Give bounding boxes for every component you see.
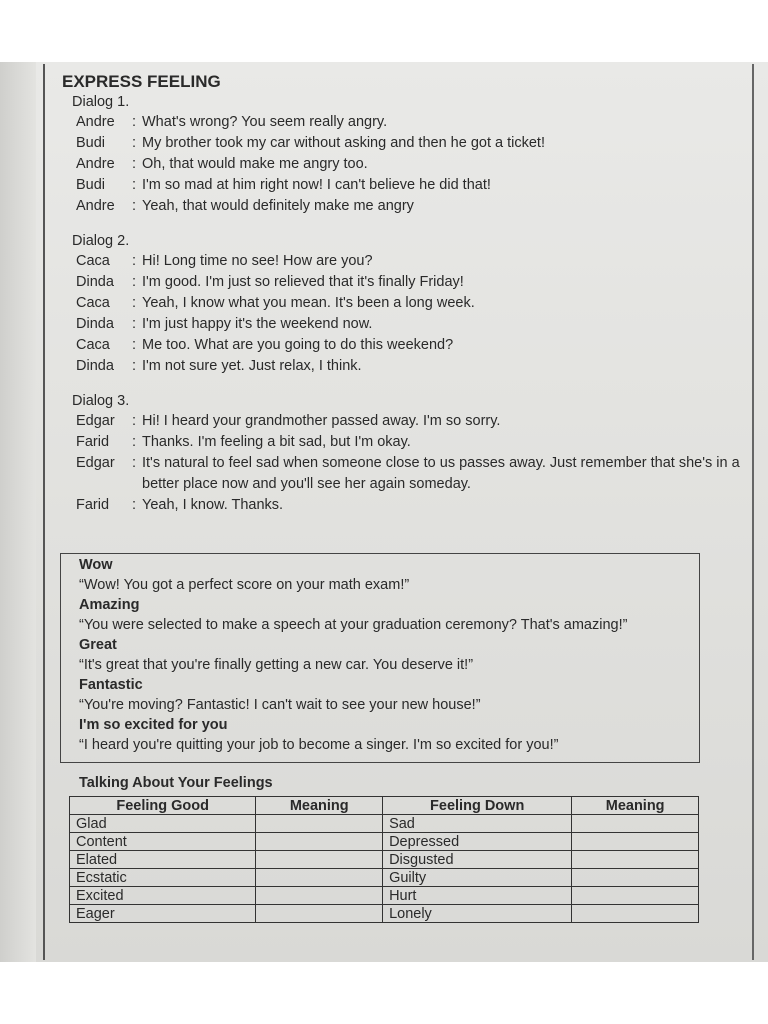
colon-separator: : <box>132 135 137 151</box>
speaker-name: Dinda <box>76 316 114 332</box>
speaker-name: Farid <box>76 497 110 513</box>
table-cell: Hurt <box>383 887 572 905</box>
colon-separator: : <box>132 198 137 214</box>
colon-separator: : <box>132 274 137 290</box>
feelings-table <box>69 796 699 923</box>
dialog-text: Me too. What are you going to do this weekend? <box>142 337 454 353</box>
colon-separator: : <box>132 295 137 311</box>
table-cell <box>572 905 699 923</box>
table-title: Talking About Your Feelings <box>79 775 273 791</box>
dialog-block <box>62 233 742 377</box>
table-cell: Depressed <box>383 833 572 851</box>
table-cell <box>572 887 699 905</box>
table-cell: Excited <box>70 887 256 905</box>
dialog-line <box>76 154 742 175</box>
dialog-text: What's wrong? You seem really angry. <box>142 114 388 130</box>
left-margin-line <box>43 64 45 960</box>
dialog-text: Yeah, I know what you mean. It's been a long week. <box>142 295 475 311</box>
dialog-text: Yeah, that would definitely make me angry <box>142 198 414 214</box>
expression-example: “You're moving? Fantastic! I can't wait to see your new house!” <box>79 697 481 713</box>
speaker-name: Edgar <box>76 455 115 471</box>
table-header-cell: Feeling Good <box>70 797 256 815</box>
table-cell: Sad <box>383 815 572 833</box>
table-cell <box>256 851 383 869</box>
expression-example: “I heard you're quitting your job to become a singer. I'm so excited for you!” <box>79 737 559 753</box>
speaker-name: Farid <box>76 434 110 450</box>
expression-heading: Fantastic <box>79 677 143 693</box>
speaker-name: Andre <box>76 114 115 130</box>
table-cell <box>572 851 699 869</box>
dialog-line <box>76 293 742 314</box>
dialog-line <box>76 272 742 293</box>
dialog-line <box>76 495 742 516</box>
table-row <box>70 851 699 869</box>
dialog-block <box>62 393 742 516</box>
colon-separator: : <box>132 455 137 471</box>
expression-heading: Great <box>79 637 117 653</box>
speaker-name: Caca <box>76 295 110 311</box>
right-margin-line <box>752 64 754 960</box>
dialog-line <box>76 133 742 154</box>
table-cell: Disgusted <box>383 851 572 869</box>
table-cell: Elated <box>70 851 256 869</box>
dialog-title: Dialog 2. <box>72 233 130 249</box>
dialog-text: My brother took my car without asking and then he got a ticket! <box>142 135 545 151</box>
table-cell <box>256 887 383 905</box>
colon-separator: : <box>132 156 137 172</box>
table-cell <box>256 905 383 923</box>
colon-separator: : <box>132 337 137 353</box>
speaker-name: Edgar <box>76 413 115 429</box>
dialog-text: It's natural to feel sad when someone close to us passes away. Just remember that she's in a better place now and you'll see her again someday. <box>142 455 740 492</box>
table-row <box>70 833 699 851</box>
colon-separator: : <box>132 114 137 130</box>
table-header-cell: Meaning <box>256 797 383 815</box>
table-cell <box>572 869 699 887</box>
table-cell: Content <box>70 833 256 851</box>
dialog-text: Hi! Long time no see! How are you? <box>142 253 373 269</box>
dialog-line <box>76 251 742 272</box>
colon-separator: : <box>132 177 137 193</box>
table-body <box>70 815 699 923</box>
table-cell <box>256 869 383 887</box>
dialog-line <box>76 411 742 432</box>
dialog-text: Oh, that would make me angry too. <box>142 156 368 172</box>
colon-separator: : <box>132 497 137 513</box>
table-cell <box>256 833 383 851</box>
paper-fold-shadow <box>0 62 36 962</box>
table-header-cell: Meaning <box>572 797 699 815</box>
dialog-line <box>76 314 742 335</box>
speaker-name: Caca <box>76 253 110 269</box>
expression-heading: I'm so excited for you <box>79 717 228 733</box>
expression-example: “Wow! You got a perfect score on your math exam!” <box>79 577 410 593</box>
dialog-text: I'm good. I'm just so relieved that it's finally Friday! <box>142 274 464 290</box>
expression-example: “You were selected to make a speech at your graduation ceremony? That's amazing!” <box>79 617 628 633</box>
speaker-name: Dinda <box>76 358 114 374</box>
expression-example: “It's great that you're finally getting a new car. You deserve it!” <box>79 657 474 673</box>
table-cell <box>572 833 699 851</box>
table-cell <box>572 815 699 833</box>
dialog-line <box>76 432 742 453</box>
dialog-text: Thanks. I'm feeling a bit sad, but I'm okay. <box>142 434 411 450</box>
dialog-line <box>76 335 742 356</box>
table-row <box>70 887 699 905</box>
table-row <box>70 869 699 887</box>
dialog-line <box>76 112 742 133</box>
dialog-title: Dialog 3. <box>72 393 130 409</box>
table-cell <box>256 815 383 833</box>
table-row <box>70 905 699 923</box>
dialog-line <box>76 356 742 377</box>
colon-separator: : <box>132 253 137 269</box>
table-row <box>70 815 699 833</box>
expression-heading: Wow <box>79 557 113 573</box>
colon-separator: : <box>132 316 137 332</box>
colon-separator: : <box>132 434 137 450</box>
worksheet-content <box>62 72 742 532</box>
colon-separator: : <box>132 358 137 374</box>
dialog-line <box>76 453 742 495</box>
expressions-box <box>60 553 700 763</box>
dialog-text: Yeah, I know. Thanks. <box>142 497 284 513</box>
dialog-block <box>62 94 742 217</box>
speaker-name: Dinda <box>76 274 114 290</box>
table-cell: Eager <box>70 905 256 923</box>
dialog-text: Hi! I heard your grandmother passed away. I'm so sorry. <box>142 413 501 429</box>
speaker-name: Budi <box>76 135 106 151</box>
table-cell: Lonely <box>383 905 572 923</box>
speaker-name: Budi <box>76 177 106 193</box>
dialog-line <box>76 175 742 196</box>
page-title: EXPRESS FEELING <box>62 72 221 91</box>
speaker-name: Caca <box>76 337 110 353</box>
table-cell: Ecstatic <box>70 869 256 887</box>
speaker-name: Andre <box>76 198 115 214</box>
dialog-line <box>76 196 742 217</box>
dialog-title: Dialog 1. <box>72 94 130 110</box>
dialog-text: I'm just happy it's the weekend now. <box>142 316 373 332</box>
dialog-text: I'm not sure yet. Just relax, I think. <box>142 358 362 374</box>
colon-separator: : <box>132 413 137 429</box>
dialogs-section <box>62 94 742 516</box>
speaker-name: Andre <box>76 156 115 172</box>
expression-heading: Amazing <box>79 597 140 613</box>
table-cell: Glad <box>70 815 256 833</box>
table-header-row <box>70 797 699 815</box>
table-header-cell: Feeling Down <box>383 797 572 815</box>
dialog-text: I'm so mad at him right now! I can't believe he did that! <box>142 177 491 193</box>
table-cell: Guilty <box>383 869 572 887</box>
